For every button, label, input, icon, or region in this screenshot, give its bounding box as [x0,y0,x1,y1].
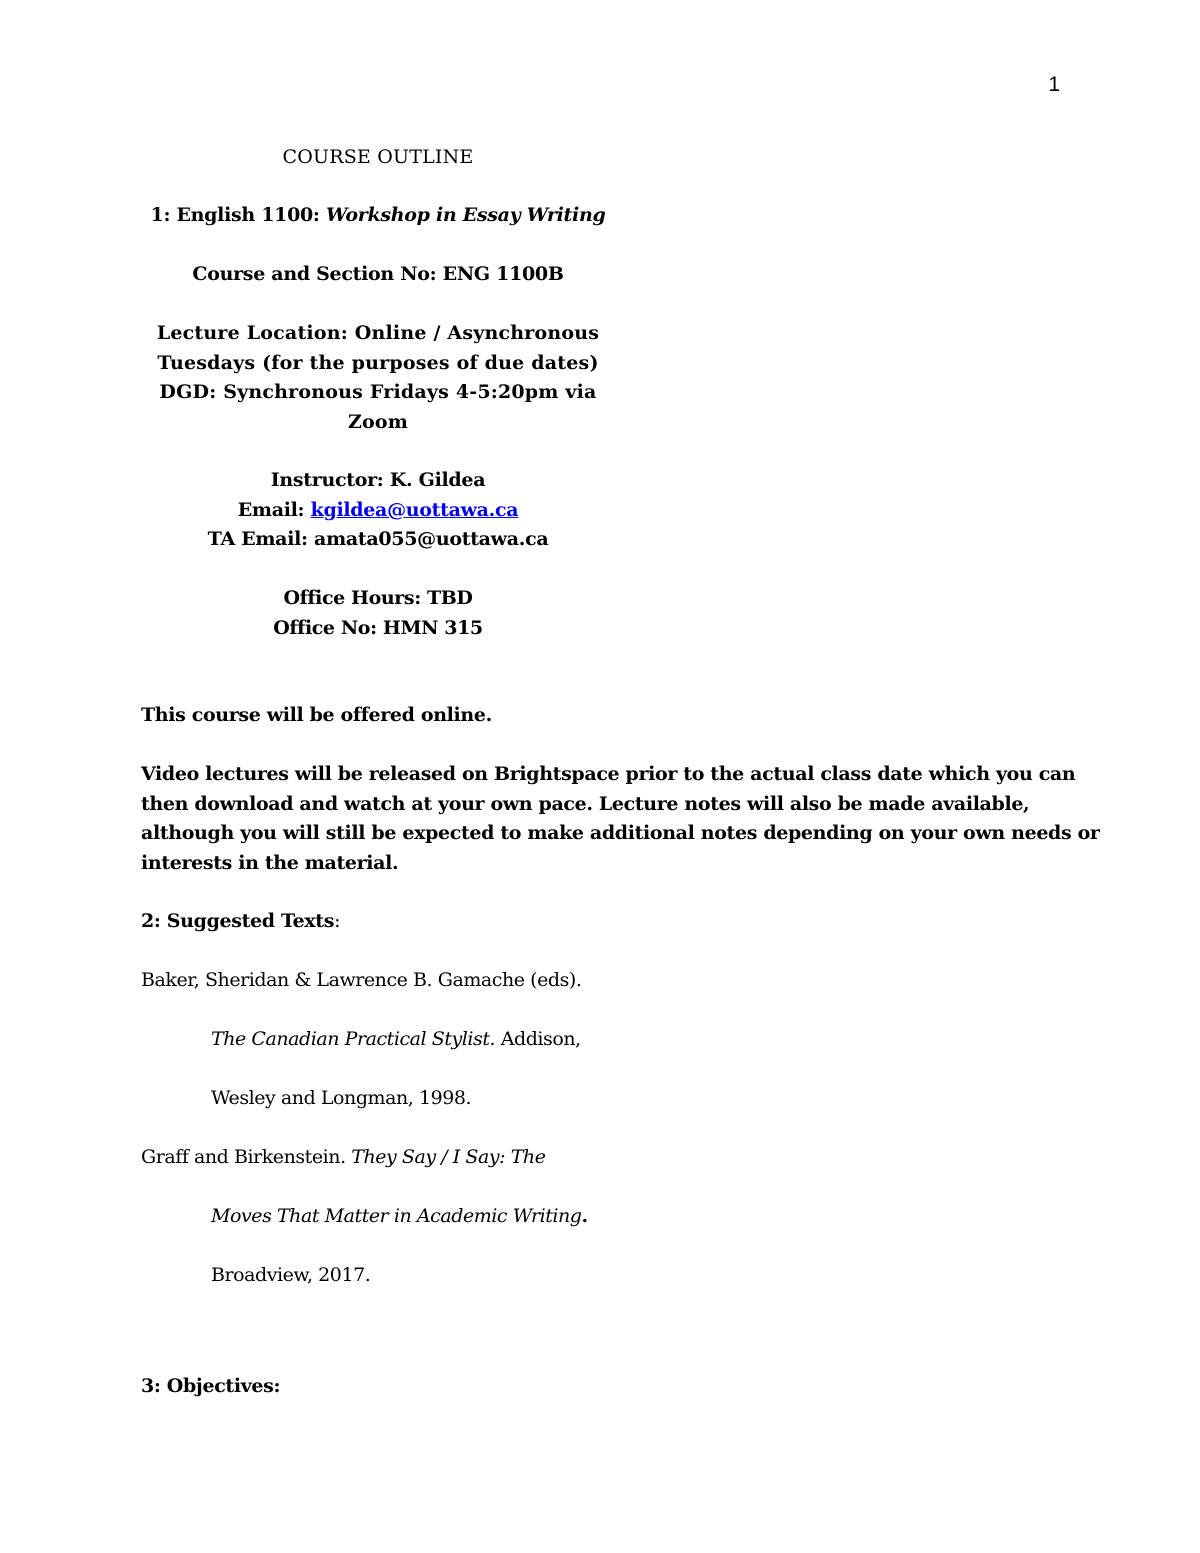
location-line: Tuesdays (for the purposes of due dates) [157,351,599,374]
course-section: Course and Section No: ENG 1100B [192,263,564,285]
paragraph-line: then download and watch at your own pace. Lecture notes will also be made available, [141,792,1030,815]
paragraph-line: although you will still be expected to make additional notes depending on your own needs or [141,822,1100,844]
email-label: Email: [237,498,311,521]
bib-entry-1-line-3: Wesley and Longman, 1998. [211,1087,472,1109]
bib-entry-2-line-3: Broadview, 2017. [211,1264,371,1286]
objectives-heading: 3: Objectives: [141,1375,281,1397]
office-info [118,584,638,643]
course-prefix: 1: English 1100: [150,204,326,226]
book-title: The Canadian Practical Stylist [211,1028,490,1050]
paragraph-line: interests in the material. [141,851,399,874]
page-number: 1 [1048,73,1060,96]
office-hours: Office Hours: TBD [283,587,473,609]
bib-author: Graff and Birkenstein. [141,1146,352,1168]
section-heading-text: 2: Suggested Texts [141,910,335,932]
heading-colon: : [334,910,341,932]
ta-email: TA Email: amata055@uottawa.ca [207,528,549,550]
office-number: Office No: HMN 315 [273,616,483,639]
email-line [118,496,638,526]
document-title: COURSE OUTLINE [282,146,474,168]
bib-entry-2-line-2 [211,1202,588,1232]
bib-entry-1-line-1: Baker, Sheridan & Lawrence B. Gamache (eds). [141,969,582,991]
lecture-location [118,319,638,437]
bib-entry-2-line-1 [141,1143,546,1173]
paragraph-line: Video lectures will be released on Brightspace prior to the actual class date which you can [141,763,1076,785]
instructor-name: Instructor: K. Gildea [270,469,486,491]
course-title [118,201,638,231]
bib-text: . Addison, [489,1028,581,1050]
book-title: They Say / I Say: The [351,1146,546,1168]
video-lectures-paragraph [141,760,1100,878]
instructor-contact [118,466,638,555]
location-line: Zoom [347,410,409,433]
online-notice: This course will be offered online. [141,704,492,726]
bib-entry-1-line-2 [211,1025,581,1055]
location-line: Lecture Location: Online / Asynchronous [156,322,600,344]
instructor-email-link[interactable]: kgildea@uottawa.ca [310,498,519,521]
bib-text: . [581,1205,588,1227]
location-line: DGD: Synchronous Fridays 4-5:20pm via [159,381,597,403]
suggested-texts-heading [141,907,1061,937]
book-title: Moves That Matter in Academic Writing [211,1205,582,1227]
course-name: Workshop in Essay Writing [325,204,606,226]
